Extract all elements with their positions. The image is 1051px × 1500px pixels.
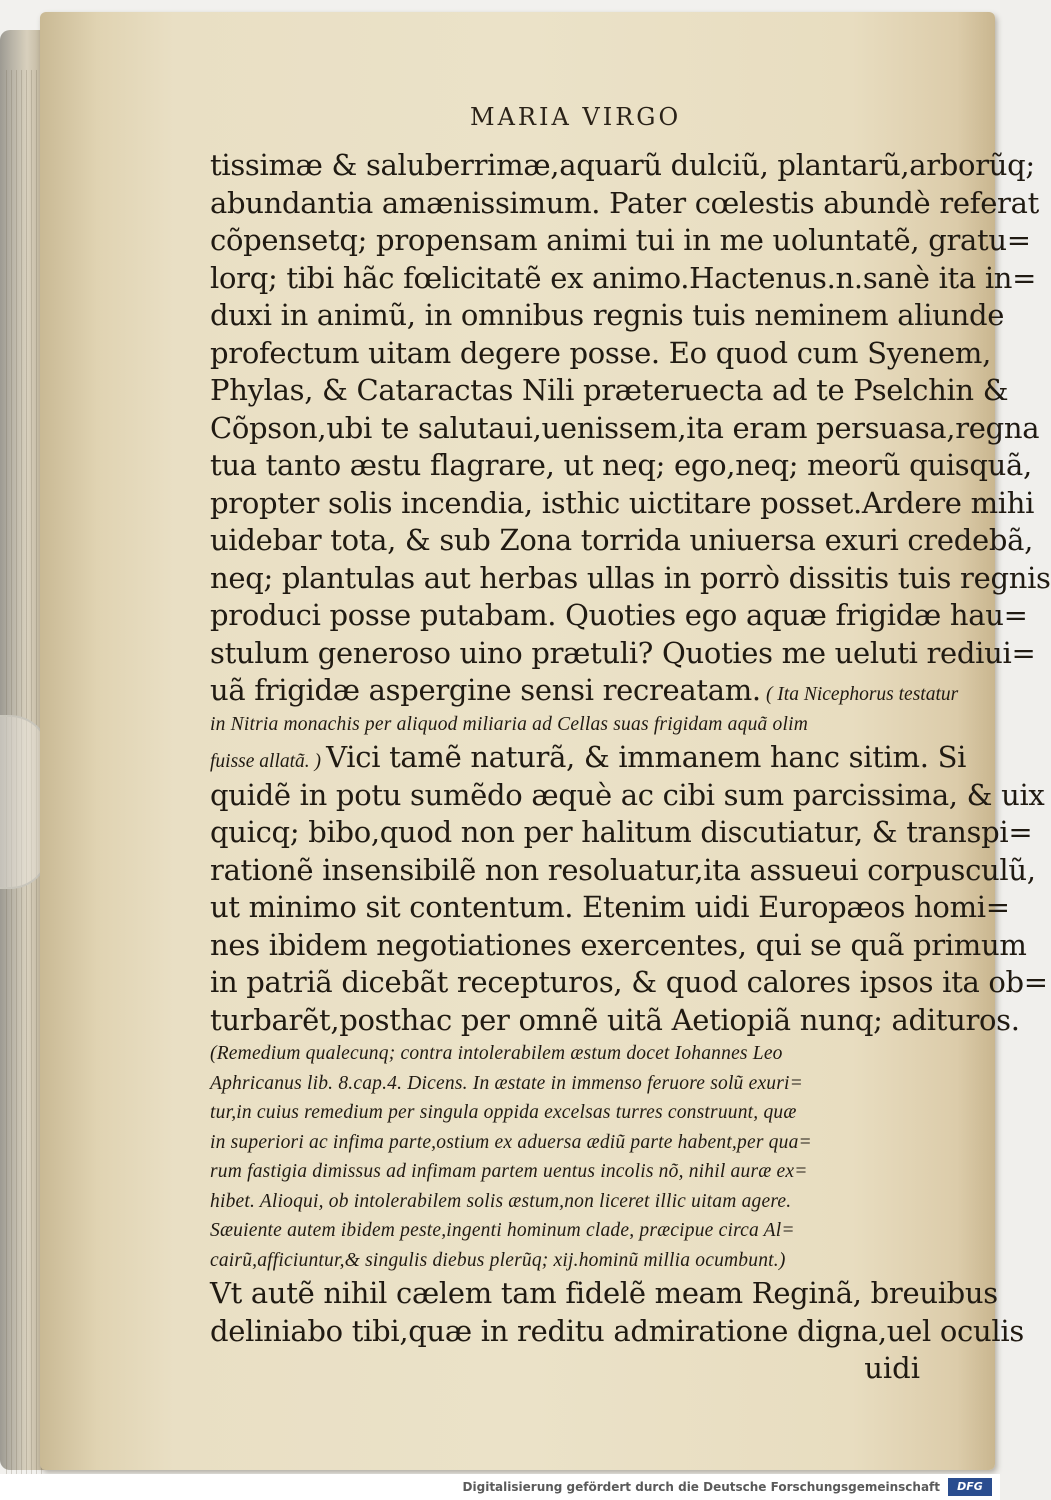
text-line: rationẽ insensibilẽ non resoluatur,ita assueui corpusculũ, (210, 852, 1036, 887)
text-line: Phylas, & Cataractas Nili præteruecta ad te Pselchin & (210, 373, 1009, 407)
text-line: turbarẽt,posthac per omnẽ uitã Aetiopiã nunq; adituros. (210, 1002, 1020, 1037)
text-fragment: Vici tamẽ naturã, & immanem hanc sitim. Si (326, 740, 967, 774)
text-line: Vt autẽ nihil cælem tam fidelẽ meam Reginã, breuibus (210, 1276, 998, 1310)
dfg-logo: DFG (948, 1478, 992, 1496)
running-head: MARIA VIRGO (470, 103, 682, 131)
text-line: nes ibidem negotiationes exercentes, qui se quã primum (210, 927, 1027, 962)
text-line: neq; plantulas aut herbas ullas in porrò dissitis tuis regnis (210, 560, 1051, 595)
text-line: in patriã dicebãt recepturos, & quod calores ipsos ita ob= (210, 965, 1048, 999)
body-text (210, 147, 1051, 1388)
text-line: uidebar tota, & sub Zona torrida uniuersa exuri credebã, (210, 523, 1033, 557)
text-line-with-note (210, 672, 959, 710)
text-line-with-note (210, 739, 967, 777)
text-line: deliniabo tibi,quæ in reditu admiratione digna,uel oculis (210, 1313, 1024, 1348)
text-line: Cõpson,ubi te salutaui,uenissem,ita eram persuasa,regna (210, 410, 1040, 445)
footer-credit: Digitalisierung gefördert durch die Deutsche Forschungsgemeinschaft (462, 1480, 940, 1494)
note-line: in Nitria monachis per aliquod miliaria ad Cellas suas frigidam aquã olim (210, 713, 809, 735)
note-line: (Remedium qualecunq; contra intolerabilem æstum docet Iohannes Leo (210, 1043, 783, 1064)
text-line: tissimæ & saluberrimæ,aquarũ dulciũ, plantarũ,arborũq; (210, 148, 1035, 182)
text-line: stulum generoso uino prætuli? Quoties me ueluti rediui= (210, 635, 1036, 670)
text-line: lorq; tibi hãc fœlicitatẽ ex animo.Hactenus.n.sanè ita in= (210, 260, 1037, 295)
note-line: hibet. Alioqui, ob intolerabilem solis æstum,non liceret illic uitam agere. (210, 1190, 792, 1212)
note-line: tur,in cuius remedium per singula oppida excelsas turres construunt, quæ (210, 1102, 797, 1123)
text-line: cõpensetq; propensam animi tui in me uoluntatẽ, gratu= (210, 223, 1031, 257)
text-line: tua tanto æstu flagrare, ut neq; ego,neq; meorũ quisquã, (210, 448, 1032, 482)
note-line: in superiori ac infima parte,ostium ex aduersa ædiũ parte habent,per qua= (210, 1131, 812, 1153)
text-line: abundantia amænissimum. Pater cœlestis abundè referat (210, 185, 1039, 220)
marginal-note-fragment: ( Ita Nicephorus testatur (765, 684, 959, 705)
text-line: ut minimo sit contentum. Etenim uidi Europæos homi= (210, 890, 1010, 924)
catchword: uidi (864, 1351, 920, 1385)
page-content (210, 95, 1051, 1385)
text-line: propter solis incendia, isthic uictitare posset.Ardere mihi (210, 485, 1035, 520)
marginal-note-fragment: fuisse allatã. ) (210, 751, 322, 772)
text-line: profectum uitam degere posse. Eo quod cum Syenem, (210, 335, 992, 370)
note-line: cairũ,afficiuntur,& singulis diebus plerũq; xij.hominũ millia ocumbunt.) (210, 1249, 786, 1271)
text-line: duxi in animũ, in omnibus regnis tuis neminem aliunde (210, 298, 1005, 332)
note-line: Aphricanus lib. 8.cap.4. Dicens. In æstate in immenso feruore solũ exuri= (210, 1072, 804, 1094)
note-line: rum fastigia dimissus ad infimam partem uentus incolis nõ, nihil auræ ex= (210, 1161, 808, 1182)
note-line: Sæuiente autem ibidem peste,ingenti hominum clade, præcipue circa Al= (210, 1220, 795, 1241)
text-line: quicq; bibo,quod non per halitum discutiatur, & transpi= (210, 815, 1033, 849)
text-fragment: uã frigidæ aspergine sensi recreatam. (210, 673, 761, 707)
text-line: quidẽ in potu sumẽdo æquè ac cibi sum parcissima, & uix (210, 777, 1045, 812)
text-line: produci posse putabam. Quoties ego aquæ frigidæ hau= (210, 598, 1028, 632)
